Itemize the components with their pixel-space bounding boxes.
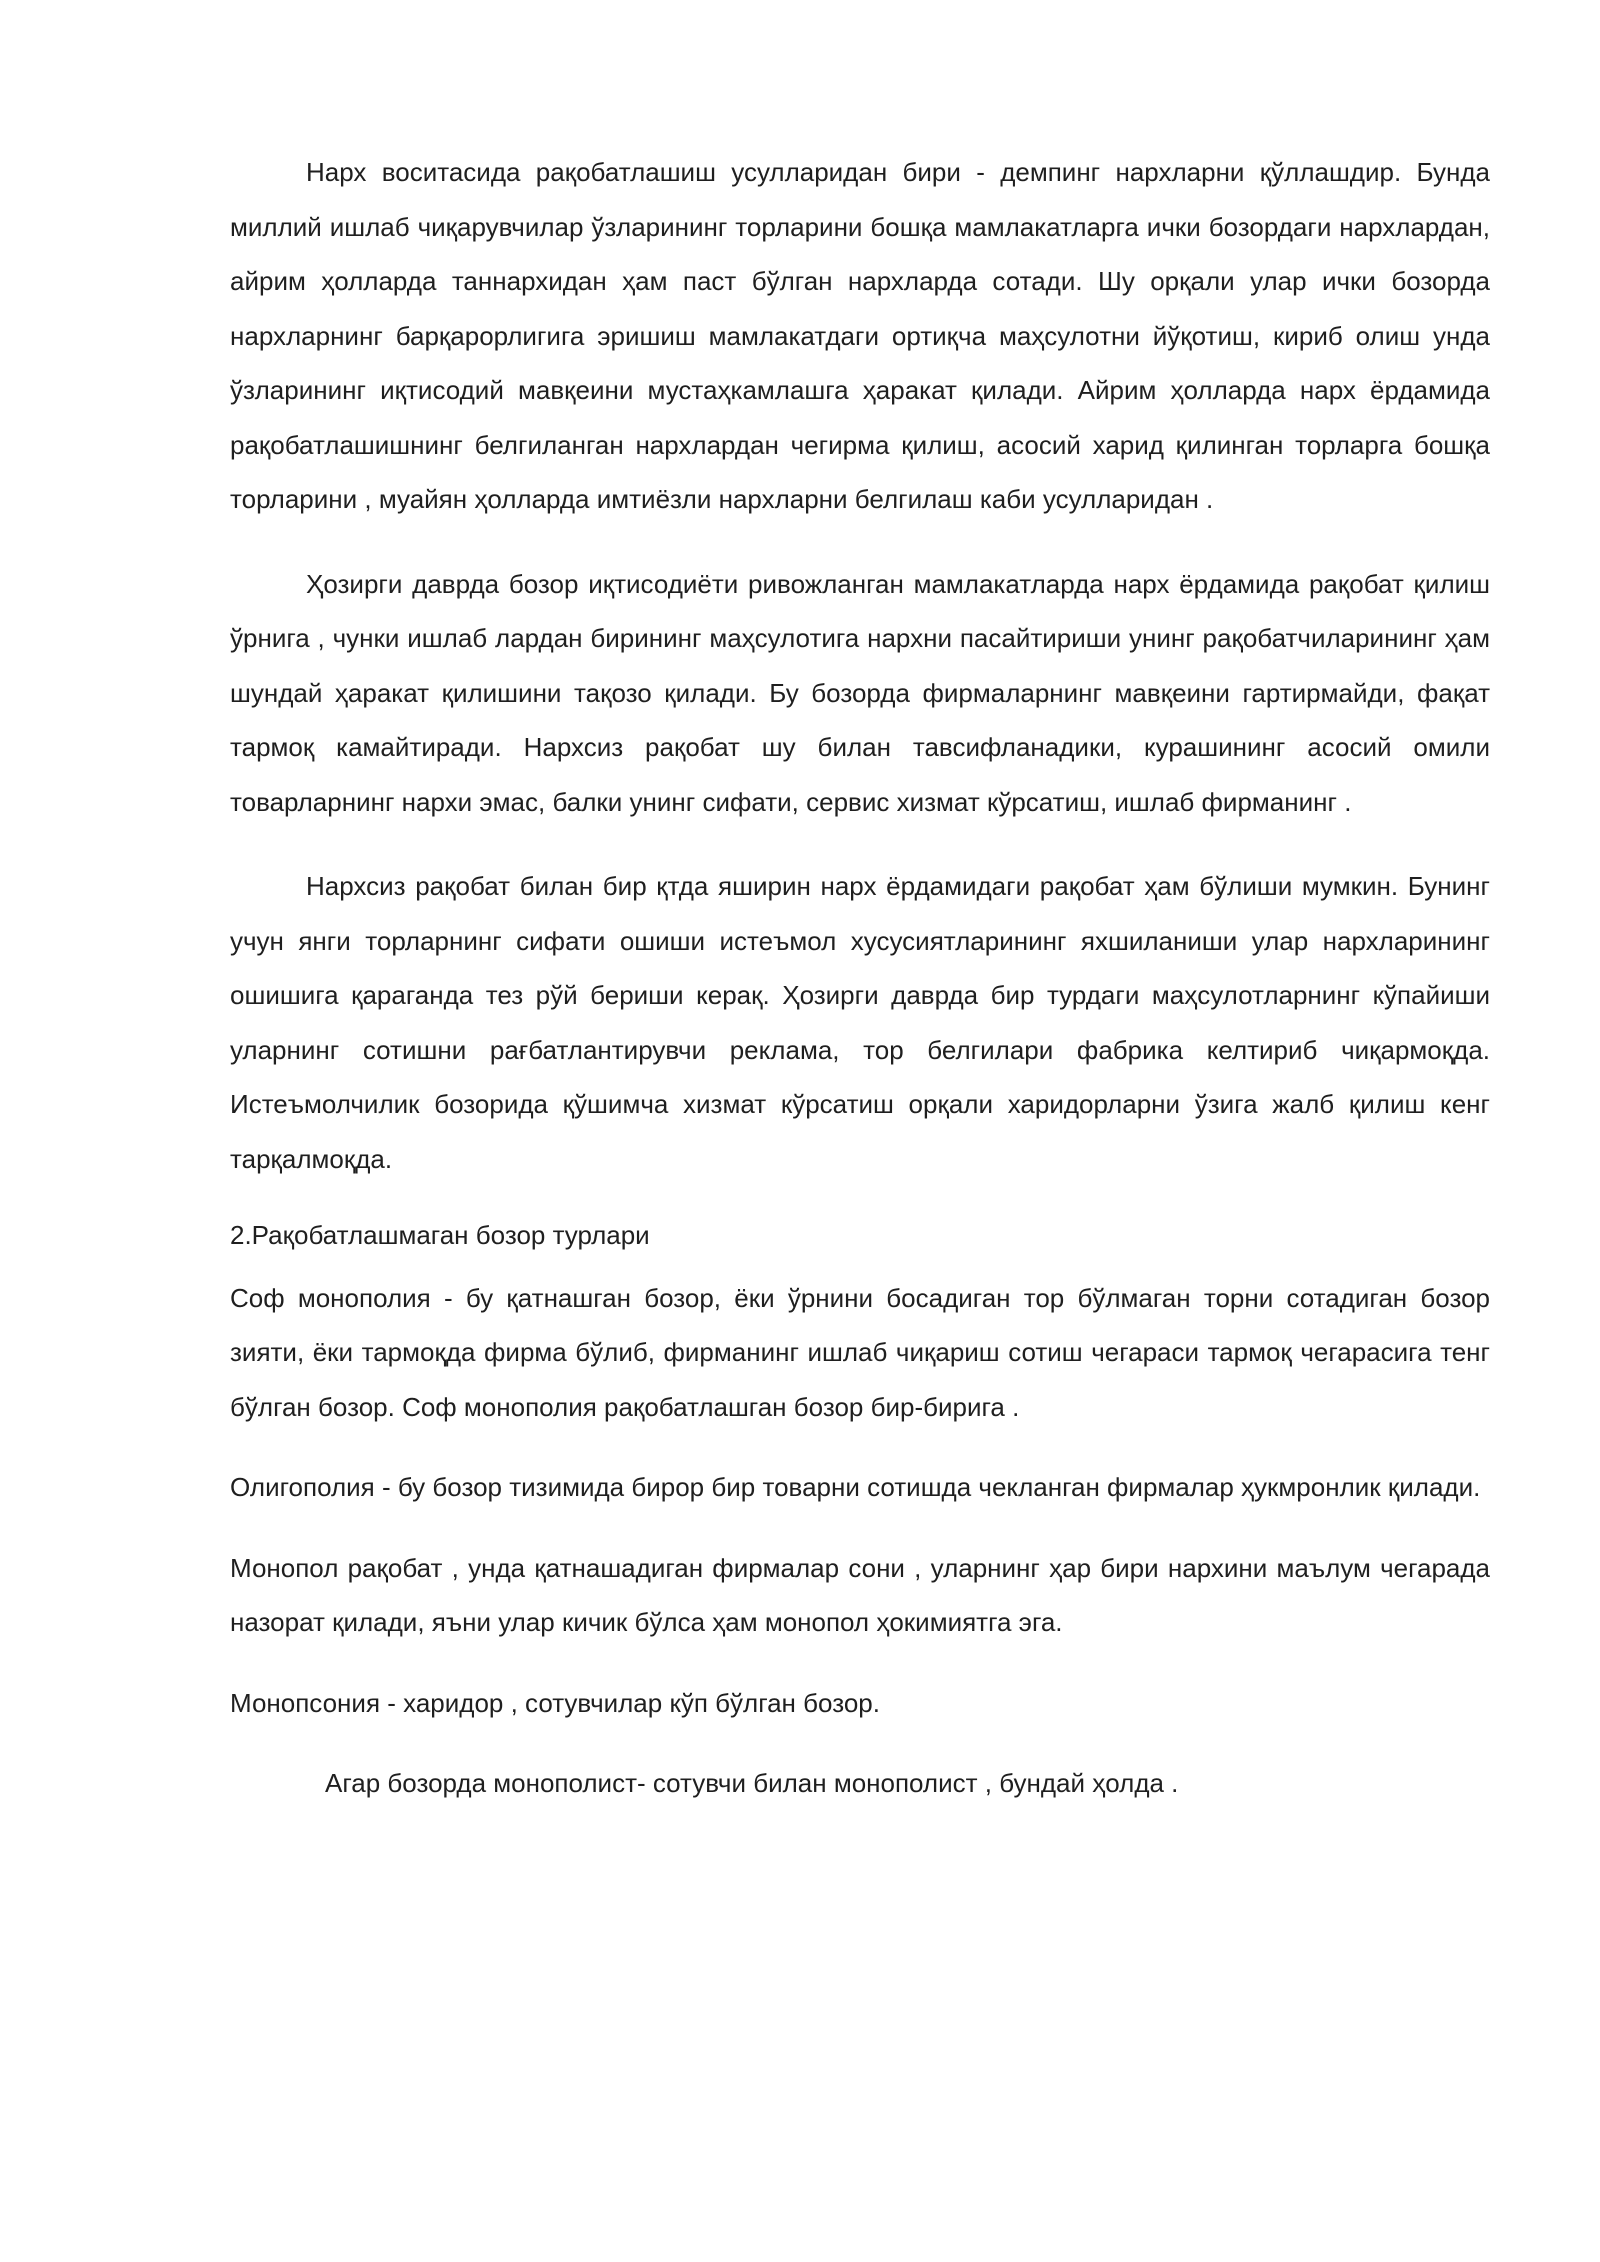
- paragraph-hidden-price-competition: Нархсиз рақобат билан бир қтда яширин нарх ёрдамидаги рақобат ҳам бўлиши мумкин. Бунинг учун янги торларнинг сифати ошиши истеъмол хусусиятларининг яхшиланиши улар нархларининг ошишига қараганда тез рўй бериши керақ. Ҳозирги даврда бир турдаги маҳсулотларнинг кўпайиши уларнинг сотишни рағбатлантирувчи реклама, тор белгилари фабрика келтириб чиқармоқда. Истеъмолчилик бозорида қўшимча хизмат кўрсатиш орқали харидорларни ўзига жалб қилиш кенг тарқалмоқда.: [230, 871, 1490, 1174]
- paragraph-monopolistic-competition: Монопол рақобат , унда қатнашадиган фирмалар сони , уларнинг ҳар бири нархини маълум чегарада назорат қилади, яъни улар кичик бўлса ҳам монопол ҳокимиятга эга.: [230, 1552, 1490, 1637]
- paragraph-bilateral-monopoly: Агар бозорда монополист- сотувчи билан монополист , бундай ҳолда .: [325, 1768, 1179, 1798]
- paragraph-oligopoly: Олигополия - бу бозор тизимида бирор бир товарни сотишда чекланган фирмалар ҳукмронлик қилади.: [230, 1472, 1481, 1502]
- paragraph-monopsony: Монопсония - харидор , сотувчилар кўп бўлган бозор.: [230, 1687, 880, 1718]
- section-heading: 2.Рақобатлашмаган бозор турлари: [230, 1220, 650, 1250]
- document-page: [230, 145, 1490, 1811]
- paragraph-price-competition: Нарх воситасида рақобатлашиш усулларидан бири - демпинг нархларни қўллашдир. Бунда миллий ишлаб чиқарувчилар ўзларининг торларини бошқа мамлакатларга ички бозордаги нархлардан, айрим ҳолларда таннархидан ҳам паст бўлган нархларда сотади. Шу орқали улар ички бозорда нархларнинг барқарорлигига эришиш мамлакатдаги ортиқча маҳсулотни йўқотиш, кириб олиш унда ўзларининг иқтисодий мавқеини мустаҳкамлашга ҳаракат қилади. Айрим ҳолларда нарх ёрдамида рақобатлашишнинг белгиланган нархлардан чегирма қилиш, асосий харид қилинган торларга бошқа торларини , муайян ҳолларда имтиёзли нархларни белгилаш каби усулларидан .: [230, 157, 1490, 514]
- paragraph-non-price-competition: Ҳозирги даврда бозор иқтисодиёти ривожланган мамлакатларда нарх ёрдамида рақобат қилиш ўрнига , чунки ишлаб лардан бирининг маҳсулотига нархни пасайтириши унинг рақобатчиларининг ҳам шундай ҳаракат қилишини тақозо қилади. Бу бозорда фирмаларнинг мавқеини гартирмайди, фақат тармоқ камайтиради. Нархсиз рақобат шу билан тавсифланадики, курашининг асосий омили товарларнинг нархи эмас, балки унинг сифати, сервис хизмат кўрсатиш, ишлаб фирманинг .: [230, 568, 1490, 817]
- paragraph-pure-monopoly: Соф монополия - бу қатнашган бозор, ёки ўрнини босадиган тор бўлмаган торни сотадиган бозор зияти, ёки тармоқда фирма бўлиб, фирманинг ишлаб чиқариш сотиш чегараси тармоқ чегарасига тенг бўлган бозор. Соф монополия рақобатлашган бозор бир-бирига .: [230, 1282, 1490, 1422]
